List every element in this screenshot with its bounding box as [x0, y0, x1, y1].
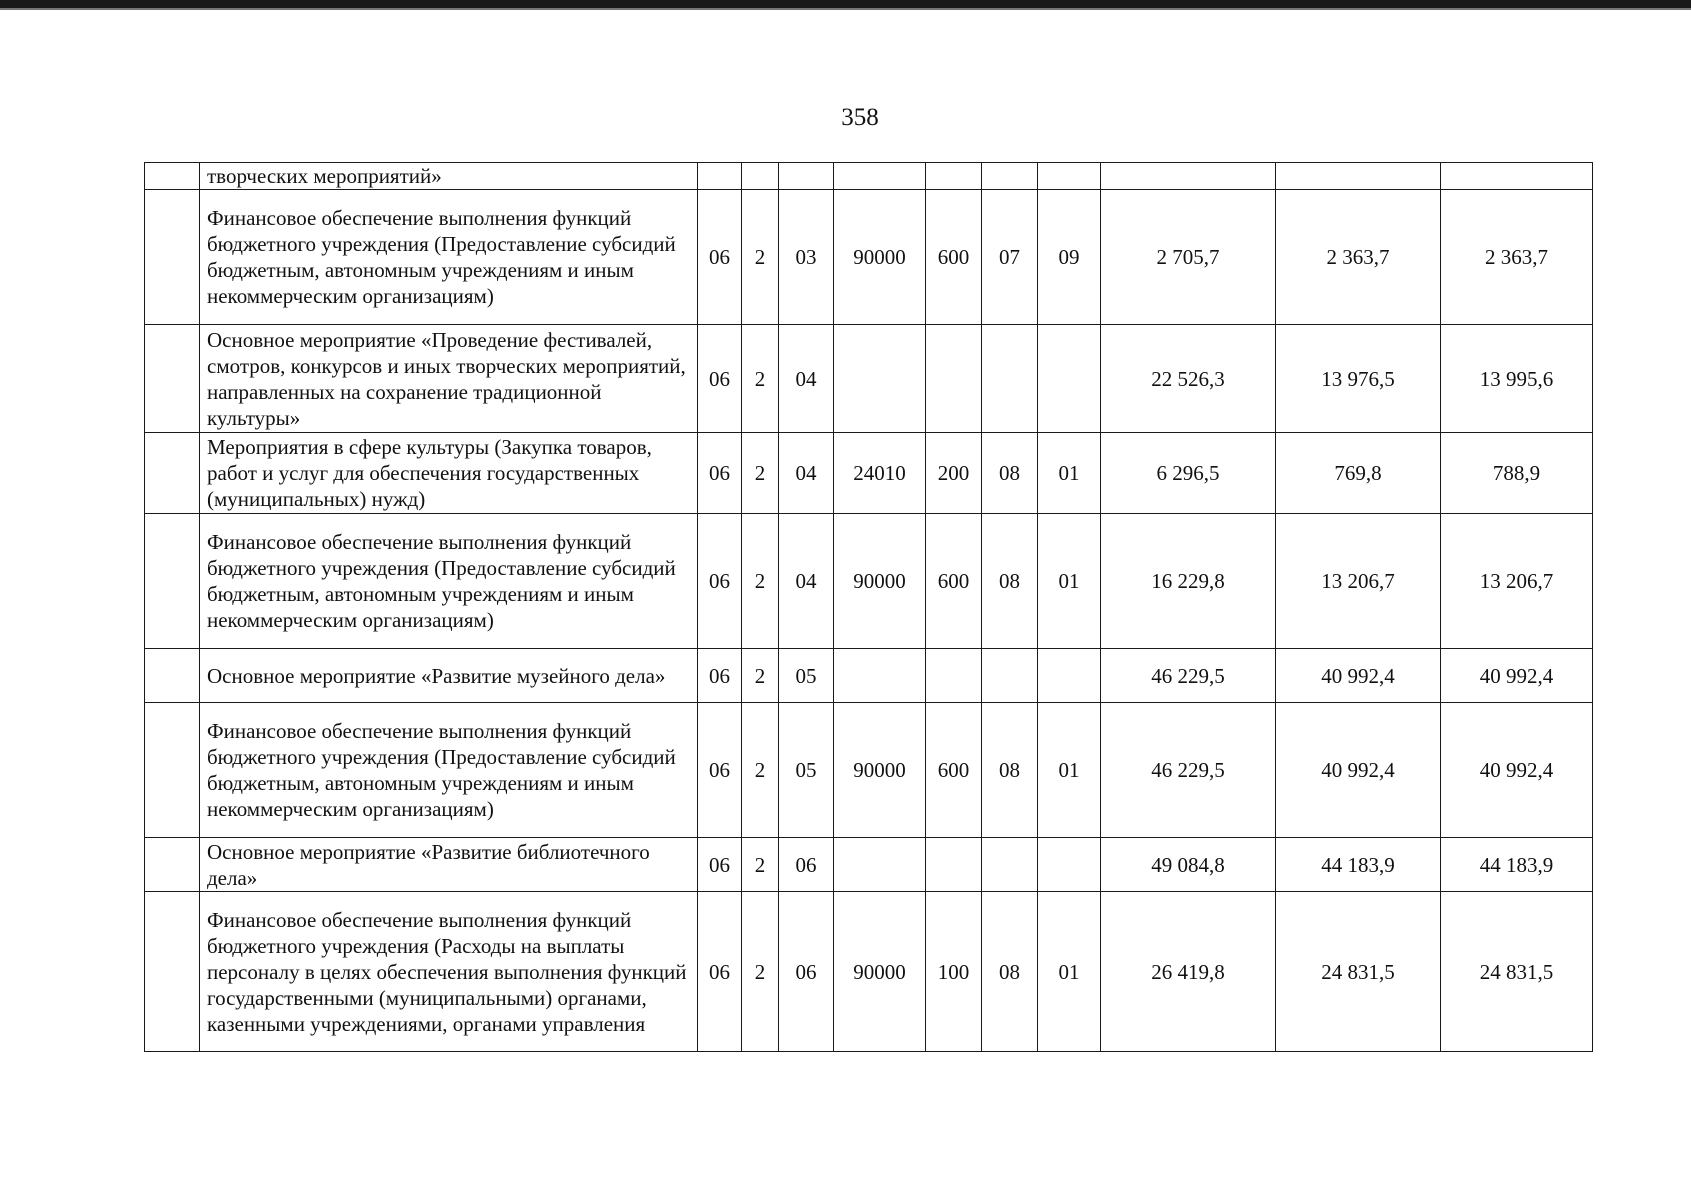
description-cell: Финансовое обеспечение выполнения функций бюджетного учреждения (Расходы на выплаты персоналу в целях обеспечения выполнения функций государственными (муниципальными) органами, казенными учреждениями, органами управления [200, 892, 698, 1052]
amount-year2-cell: 40 992,4 [1276, 649, 1441, 703]
direction-code-cell: 90000 [834, 514, 926, 649]
amount-year2-cell: 2 363,7 [1276, 190, 1441, 325]
section-code-cell: 07 [982, 190, 1038, 325]
amount-year2-cell: 13 976,5 [1276, 325, 1441, 433]
subprogram-code-cell: 2 [742, 703, 779, 838]
top-scan-border [0, 0, 1691, 8]
table-row [145, 649, 1593, 703]
program-code-cell: 06 [698, 649, 742, 703]
description-cell: Основное мероприятие «Развитие музейного дела» [200, 649, 698, 703]
main-event-code-cell: 05 [779, 649, 834, 703]
row-number-cell [145, 163, 200, 190]
amount-year1-cell [1101, 163, 1276, 190]
section-code-cell: 08 [982, 892, 1038, 1052]
amount-year3-cell: 44 183,9 [1441, 838, 1593, 892]
row-number-cell [145, 514, 200, 649]
direction-code-cell [834, 649, 926, 703]
expense-type-cell: 600 [926, 190, 982, 325]
amount-year2-cell: 40 992,4 [1276, 703, 1441, 838]
section-code-cell: 08 [982, 703, 1038, 838]
row-number-cell [145, 325, 200, 433]
subsection-code-cell [1038, 163, 1101, 190]
amount-year3-cell: 788,9 [1441, 433, 1593, 514]
amount-year1-cell: 16 229,8 [1101, 514, 1276, 649]
subprogram-code-cell: 2 [742, 838, 779, 892]
direction-code-cell: 90000 [834, 703, 926, 838]
subsection-code-cell [1038, 838, 1101, 892]
amount-year3-cell [1441, 163, 1593, 190]
row-number-cell [145, 649, 200, 703]
program-code-cell: 06 [698, 892, 742, 1052]
row-number-cell [145, 190, 200, 325]
program-code-cell: 06 [698, 325, 742, 433]
program-code-cell: 06 [698, 433, 742, 514]
amount-year1-cell: 46 229,5 [1101, 703, 1276, 838]
table-row [145, 433, 1593, 514]
direction-code-cell: 90000 [834, 190, 926, 325]
description-cell: Финансовое обеспечение выполнения функций бюджетного учреждения (Предоставление субсидий бюджетным, автономным учреждениям и иным некоммерческим организациям) [200, 703, 698, 838]
amount-year2-cell: 44 183,9 [1276, 838, 1441, 892]
table-row [145, 703, 1593, 838]
direction-code-cell [834, 325, 926, 433]
subprogram-code-cell: 2 [742, 433, 779, 514]
budget-table [144, 162, 1593, 1052]
subprogram-code-cell [742, 163, 779, 190]
amount-year3-cell: 2 363,7 [1441, 190, 1593, 325]
program-code-cell [698, 163, 742, 190]
amount-year3-cell: 13 206,7 [1441, 514, 1593, 649]
amount-year2-cell: 13 206,7 [1276, 514, 1441, 649]
main-event-code-cell: 03 [779, 190, 834, 325]
subsection-code-cell: 01 [1038, 433, 1101, 514]
subsection-code-cell [1038, 649, 1101, 703]
direction-code-cell: 90000 [834, 892, 926, 1052]
amount-year2-cell: 24 831,5 [1276, 892, 1441, 1052]
amount-year1-cell: 26 419,8 [1101, 892, 1276, 1052]
main-event-code-cell: 04 [779, 433, 834, 514]
description-cell: Мероприятия в сфере культуры (Закупка товаров, работ и услуг для обеспечения государственных (муниципальных) нужд) [200, 433, 698, 514]
main-event-code-cell: 04 [779, 325, 834, 433]
subsection-code-cell: 01 [1038, 703, 1101, 838]
amount-year1-cell: 22 526,3 [1101, 325, 1276, 433]
row-number-cell [145, 892, 200, 1052]
section-code-cell [982, 649, 1038, 703]
amount-year3-cell: 40 992,4 [1441, 649, 1593, 703]
program-code-cell: 06 [698, 190, 742, 325]
amount-year3-cell: 13 995,6 [1441, 325, 1593, 433]
program-code-cell: 06 [698, 838, 742, 892]
amount-year2-cell [1276, 163, 1441, 190]
table-row [145, 190, 1593, 325]
main-event-code-cell [779, 163, 834, 190]
expense-type-cell [926, 838, 982, 892]
expense-type-cell: 600 [926, 703, 982, 838]
top-scan-border-thin [0, 8, 1691, 10]
subprogram-code-cell: 2 [742, 892, 779, 1052]
subsection-code-cell: 09 [1038, 190, 1101, 325]
subprogram-code-cell: 2 [742, 514, 779, 649]
amount-year1-cell: 2 705,7 [1101, 190, 1276, 325]
program-code-cell: 06 [698, 703, 742, 838]
row-number-cell [145, 433, 200, 514]
row-number-cell [145, 838, 200, 892]
description-cell: Финансовое обеспечение выполнения функций бюджетного учреждения (Предоставление субсидий бюджетным, автономным учреждениям и иным некоммерческим организациям) [200, 190, 698, 325]
expense-type-cell [926, 163, 982, 190]
subprogram-code-cell: 2 [742, 325, 779, 433]
main-event-code-cell: 04 [779, 514, 834, 649]
description-cell: Основное мероприятие «Развитие библиотечного дела» [200, 838, 698, 892]
expense-type-cell: 100 [926, 892, 982, 1052]
subsection-code-cell [1038, 325, 1101, 433]
expense-type-cell: 200 [926, 433, 982, 514]
page-number: 358 [841, 104, 879, 131]
expense-type-cell [926, 325, 982, 433]
direction-code-cell [834, 838, 926, 892]
direction-code-cell [834, 163, 926, 190]
amount-year2-cell: 769,8 [1276, 433, 1441, 514]
main-event-code-cell: 06 [779, 892, 834, 1052]
main-event-code-cell: 05 [779, 703, 834, 838]
section-code-cell [982, 838, 1038, 892]
direction-code-cell: 24010 [834, 433, 926, 514]
subsection-code-cell: 01 [1038, 514, 1101, 649]
amount-year1-cell: 46 229,5 [1101, 649, 1276, 703]
subprogram-code-cell: 2 [742, 649, 779, 703]
section-code-cell [982, 163, 1038, 190]
table-row [145, 838, 1593, 892]
expense-type-cell: 600 [926, 514, 982, 649]
expense-type-cell [926, 649, 982, 703]
section-code-cell: 08 [982, 514, 1038, 649]
table-row [145, 163, 1593, 190]
main-event-code-cell: 06 [779, 838, 834, 892]
subsection-code-cell: 01 [1038, 892, 1101, 1052]
description-cell: творческих мероприятий» [200, 163, 698, 190]
description-cell: Основное мероприятие «Проведение фестивалей, смотров, конкурсов и иных творческих мероприятий, направленных на сохранение традиционной культуры» [200, 325, 698, 433]
section-code-cell [982, 325, 1038, 433]
table-row [145, 514, 1593, 649]
amount-year3-cell: 24 831,5 [1441, 892, 1593, 1052]
amount-year1-cell: 6 296,5 [1101, 433, 1276, 514]
table-row [145, 892, 1593, 1052]
amount-year3-cell: 40 992,4 [1441, 703, 1593, 838]
amount-year1-cell: 49 084,8 [1101, 838, 1276, 892]
table-row [145, 325, 1593, 433]
row-number-cell [145, 703, 200, 838]
description-cell: Финансовое обеспечение выполнения функций бюджетного учреждения (Предоставление субсидий бюджетным, автономным учреждениям и иным некоммерческим организациям) [200, 514, 698, 649]
subprogram-code-cell: 2 [742, 190, 779, 325]
section-code-cell: 08 [982, 433, 1038, 514]
program-code-cell: 06 [698, 514, 742, 649]
